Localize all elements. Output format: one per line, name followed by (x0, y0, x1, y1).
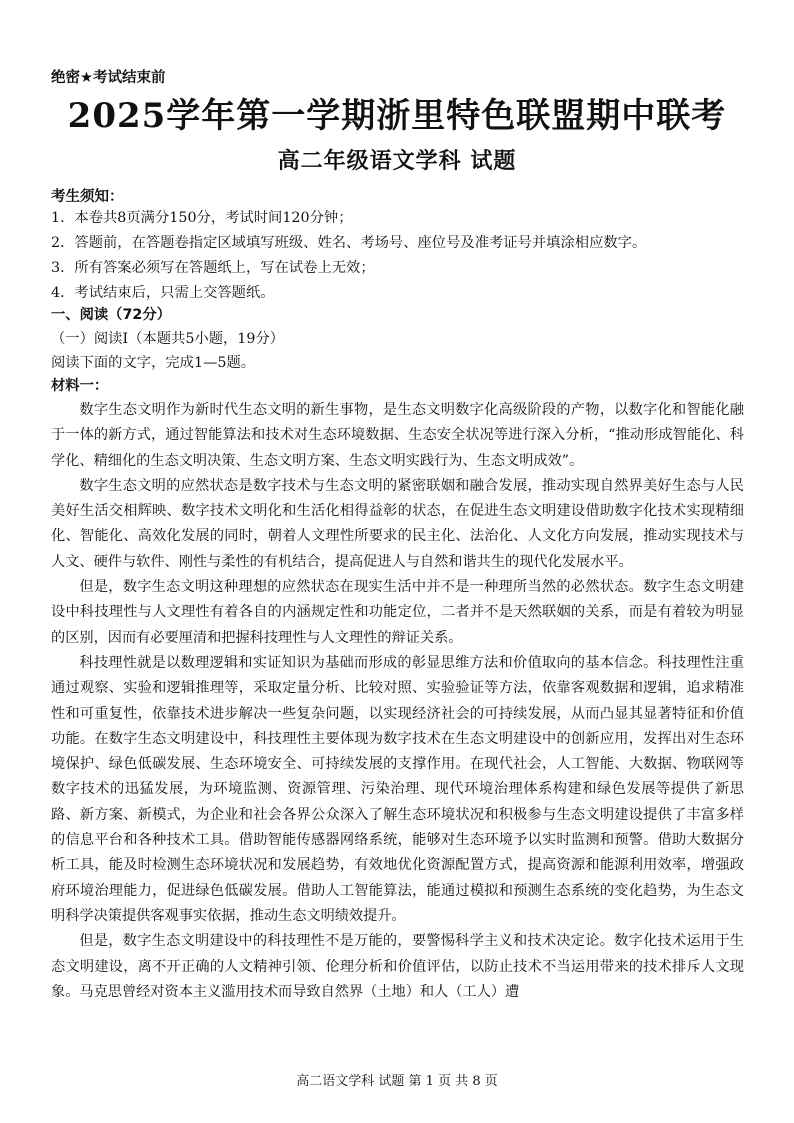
exam-title: 2025学年第一学期浙里特色联盟期中联考 (67, 96, 727, 136)
passage-paragraph: 但是，数字生态文明建设中的科技理性不是万能的，要警惕科学主义和技术决定论。数字化技术运用于生态文明建设，离不开正确的人文精神引领、伦理分析和价值评估，以防止技术不当运用带来的技术排斥人文现象。马克思曾经对资本主义滥用技术而导致自然界（土地）和人（工人）遭 (51, 933, 744, 1000)
passage-paragraph: 科技理性就是以数理逻辑和实证知识为基础而形成的彰显思维方法和价值取向的基本信念。科技理性注重通过观察、实验和逻辑推理等，采取定量分析、比较对照、实验验证等方法，依靠客观数据和逻辑，追求精准性和可重复性，依靠技术进步解决一些复杂问题，以实现经济社会的可持续发展，从而凸显其显著特征和价值功能。在数字生态文明建设中，科技理性主要体现为数字技术在生态文明建设中的创新应用，发挥出对生态环境保护、绿色低碳发展、生态环境安全、可持续发展的支撑作用。在现代社会，人工智能、大数据、物联网等数字技术的迅猛发展，为环境监测、资源管理、污染治理、现代环境治理体系构建和绿色发展等提供了新思路、新方案、新模式，为企业和社会各界公众深入了解生态环境状况和积极参与生态文明建设提供了丰富多样的信息平台和各种技术工具。借助智能传感器网络系统，能够对生态环境予以实时监测和预警。借助大数据分析工具，能及时检测生态环境状况和发展趋势，有效地优化资源配置方式，提高资源和能源利用效率，增强政府环境治理能力，促进绿色低碳发展。借助人工智能算法，能通过模拟和预测生态系统的变化趋势，为生态文明科学决策提供客观事实依据，推动生态文明绩效提升。 (51, 654, 744, 924)
material-label: 材料一： (51, 378, 109, 394)
exam-subtitle: 高二年级语文学科 试题 (277, 149, 517, 174)
passage-paragraph: 但是，数字生态文明这种理想的应然状态在现实生活中并不是一种理所当然的必然状态。数字生态文明建设中科技理性与人文理性有着各自的内涵规定性和功能定位，二者并不是天然联姻的关系，而是有着较为明显的区别，因而有必要厘清和把握科技理性与人文理性的辩证关系。 (51, 579, 744, 646)
notice-item: 4．考试结束后，只需上交答题纸。 (51, 285, 275, 301)
notice-heading: 考生须知： (51, 189, 124, 205)
confidential-label: 绝密★考试结束前 (51, 70, 166, 86)
subsection-title: （一）阅读Ⅰ（本题共5小题，19分） (51, 331, 285, 347)
section-title: 一、阅读（72分） (51, 307, 171, 323)
page-footer: 高二语文学科 试题 第 1 页 共 8 页 (296, 1074, 498, 1089)
passage-paragraph: 数字生态文明作为新时代生态文明的新生事物，是生态文明数字化高级阶段的产物，以数字化和智能化融于一体的新方式，通过智能算法和技术对生态环境数据、生态安全状况等进行深入分析，“推动形成智能化、科学化、精细化的生态文明决策、生态文明方案、生态文明实践行为、生态文明成效”。 (51, 402, 744, 469)
reading-passage (51, 398, 744, 1005)
notice-item: 2．答题前，在答题卷指定区域填写班级、姓名、考场号、座位号及准考证号并填涂相应数字。 (51, 235, 647, 251)
notice-item: 1．本卷共8页满分150分，考试时间120分钟； (51, 210, 353, 226)
notice-item: 3．所有答案必须写在答题纸上，写在试卷上无效； (51, 260, 375, 276)
passage-paragraph: 数字生态文明的应然状态是数字技术与生态文明的紧密联姻和融合发展，推动实现自然界美好生态与人民美好生活交相辉映、数字技术文明化和生活化相得益彰的状态，在促进生态文明建设借助数字化技术实现精细化、智能化、高效化发展的同时，朝着人文理性所要求的民主化、法治化、人文化方向发展，推动实现技术与人文、硬件与软件、刚性与柔性的有机结合，提高促进人与自然和谐共生的现代化发展水平。 (51, 477, 744, 570)
reading-instruction: 阅读下面的文字，完成1—5题。 (51, 355, 256, 371)
